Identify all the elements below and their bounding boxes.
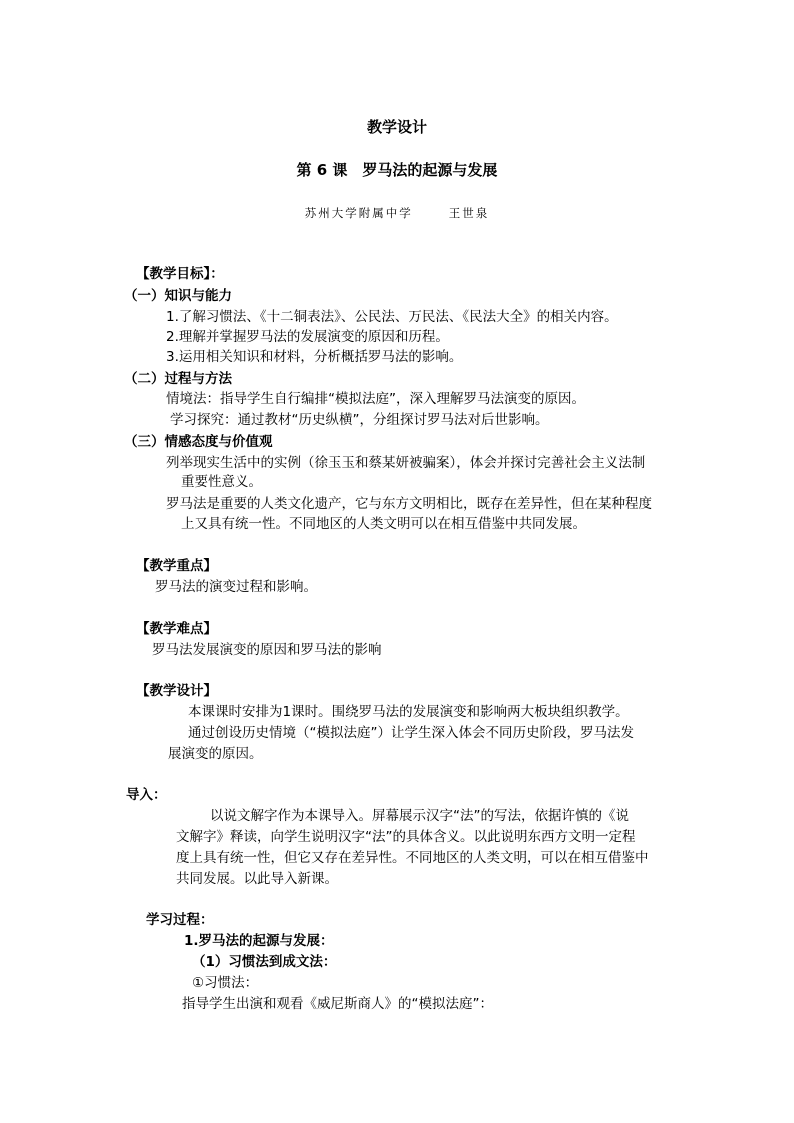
- process-sub-1: （1）习惯法到成文法：: [192, 954, 337, 970]
- intro-line-3: 度上具有统一性，但它又存在差异性。不同地区的人类文明，可以在相互借鉴中: [176, 850, 649, 866]
- goals-s2-item-2: 学习探究：通过教材“历史纵横”，分组探讨罗马法对后世影响。: [170, 412, 549, 428]
- process-section-1: 1.罗马法的起源与发展：: [184, 933, 334, 949]
- process-heading: 学习过程：: [146, 912, 214, 928]
- goals-s3-p2-line-1: 罗马法是重要的人类文化遗产，它与东方文明相比，既存在差异性，但在某种程度: [166, 496, 652, 512]
- difficulty-text: 罗马法发展演变的原因和罗马法的影响: [152, 642, 382, 658]
- focus-heading: 【教学重点】: [136, 558, 217, 574]
- design-line-2b: 展演变的原因。: [168, 746, 263, 762]
- intro-line-2: 文解字》释读，向学生说明汉字“法”的具体含义。以此说明东西方文明一定程: [176, 829, 636, 845]
- goals-s3-p2-line-2: 上又具有统一性。不同地区的人类文明可以在相互借鉴中共同发展。: [181, 516, 586, 532]
- intro-line-1: 以说文解字作为本课导入。屏幕展示汉字“法”的写法，依据许慎的《说: [210, 808, 629, 824]
- intro-heading: 导入：: [126, 787, 167, 803]
- goals-heading: 【教学目标】：: [136, 266, 224, 282]
- design-line-1: 本课课时安排为1课时。围绕罗马法的发展演变和影响两大板块组织教学。: [188, 704, 629, 720]
- goals-s1-heading: （一）知识与能力: [124, 288, 232, 304]
- goals-s1-item-3: 3.运用相关知识和材料，分析概括罗马法的影响。: [166, 349, 463, 365]
- intro-line-4: 共同发展。以此导入新课。: [176, 871, 338, 887]
- goals-s1-item-2: 2.理解并掌握罗马法的发展演变的原因和历程。: [166, 329, 449, 345]
- design-heading: 【教学设计】: [136, 683, 217, 699]
- lesson-title: 第 6 课 罗马法的起源与发展: [296, 161, 498, 179]
- focus-text: 罗马法的演变过程和影响。: [155, 579, 317, 595]
- process-item-1: ①习惯法：: [192, 975, 259, 991]
- author-line: [0, 203, 794, 223]
- author-school: 苏州大学附属中学: [304, 206, 413, 220]
- process-text-1: 指导学生出演和观看《威尼斯商人》的“模拟法庭”：: [182, 996, 493, 1012]
- goals-s3-p1-line-2: 重要性意义。: [181, 474, 262, 490]
- page-title: 教学设计: [366, 118, 427, 136]
- goals-s2-item-1: 情境法：指导学生自行编排“模拟法庭”，深入理解罗马法演变的原因。: [166, 391, 585, 407]
- goals-s1-item-1: 1.了解习惯法、《十二铜表法》、公民法、万民法、《民法大全》的相关内容。: [166, 309, 618, 325]
- goals-s3-p1-line-1: 列举现实生活中的实例（徐玉玉和蔡某妍被骗案），体会并探讨完善社会主义法制: [166, 455, 646, 471]
- goals-s3-heading: （三）情感态度与价值观: [124, 434, 273, 450]
- author-name: 王世泉: [448, 206, 490, 220]
- design-line-2a: 通过创设历史情境（“模拟法庭”）让学生深入体会不同历史阶段，罗马法发: [188, 725, 634, 741]
- goals-s2-heading: （二）过程与方法: [124, 371, 232, 387]
- difficulty-heading: 【教学难点】: [136, 621, 217, 637]
